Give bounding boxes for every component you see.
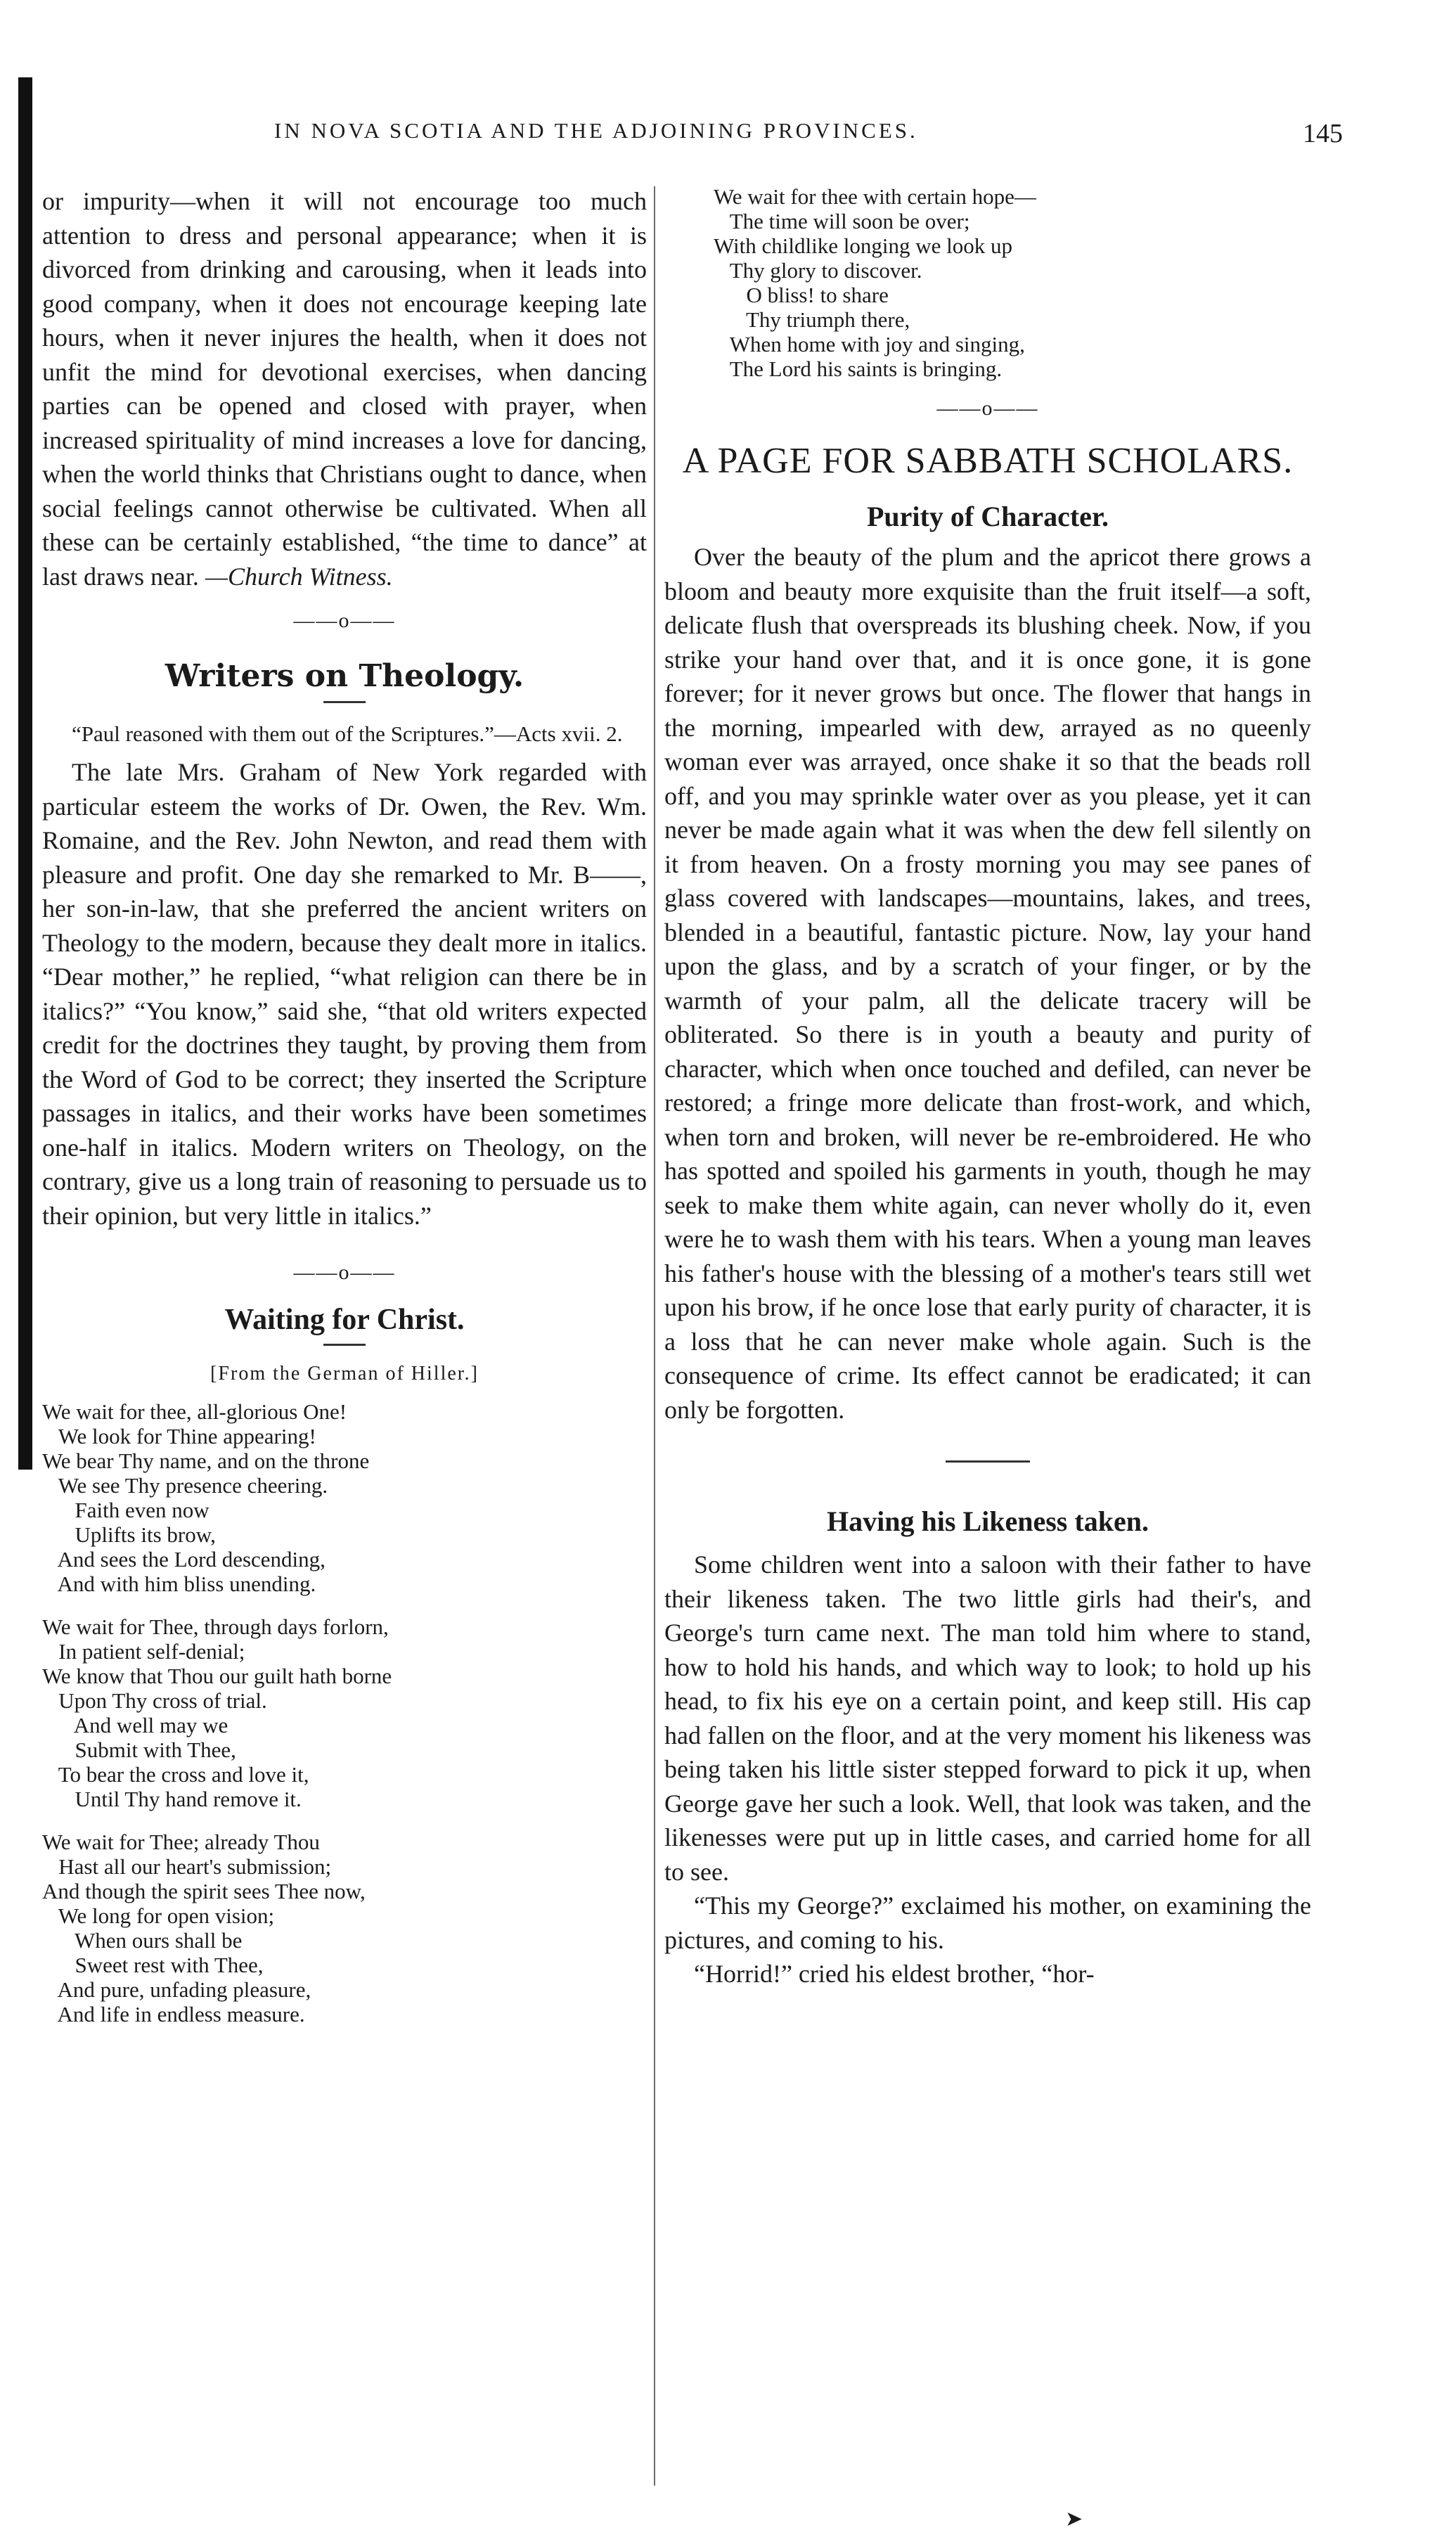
poem-line: We wait for Thee, through days forlorn, (42, 1614, 389, 1639)
poem-line: We long for open vision; (42, 1903, 275, 1928)
poem-line: To bear the cross and love it, (42, 1762, 309, 1787)
article-title-likeness: Having his Likeness taken. (827, 1505, 1149, 1537)
poem-line: And life in endless measure. (42, 2002, 305, 2026)
poem-line: Hast all our heart's submission; (42, 1854, 332, 1879)
poem-line: The Lord his saints is bringing. (714, 356, 1003, 381)
article-title-waiting: Waiting for Christ. (224, 1304, 465, 1336)
poem-line: Submit with Thee, (42, 1737, 236, 1762)
poem-line: When home with joy and singing, (714, 332, 1025, 356)
poem-line: Thy triumph there, (714, 307, 910, 332)
poem-line: Upon Thy cross of trial. (42, 1688, 267, 1713)
purity-body: Over the beauty of the plum and the apricot there grows a bloom and beauty more exquisite than the fruit itself—a soft, delicate flush that overspreads its blushing cheek. Now, if you strike your hand over that, and it is once gone, it is gone forever; for it never grows but once. The flower that hangs in the morning, impearled with dew, arrayed as no queenly woman ever was arrayed, once shake it so that the beads roll off, and you may sprinkle water over as you please, yet it can never be made again what it was when the dew fell silently on it from heaven. On a frosty morning you may see panes of glass covered with landscapes—mountains, lakes, and trees, blended in a beautiful, fantastic picture. Now, lay your hand upon the glass, and by a scratch of your finger, or by the warmth of your palm, all the delicate tracery will be obliterated. So there is in youth a beauty and purity of character, which when once touched and defiled, can never be restored; a fringe more delicate than frost-work, and which, when torn and broken, will never be re-embroidered. He who has spotted and spoiled his garments in youth, though he may seek to make them white again, can never wholly do it, even were he to wash them with his tears. When a young man leaves his father's house with the blessing of a mother's tears still wet upon his brow, if he once lose that early purity of character, it is a loss that he can never make whole again. Such is the consequence of crime. Its effect cannot be eradicated; it can only be forgotten. (664, 543, 1311, 1424)
poem-line: When ours shall be (42, 1928, 243, 1953)
separator: ——o—— (936, 397, 1039, 420)
poem-line: Uplifts its brow, (42, 1522, 216, 1547)
poem-line: Until Thy hand remove it. (42, 1787, 302, 1811)
poem-line: And with him bliss unending. (42, 1572, 316, 1596)
poem-line: With childlike longing we look up (714, 233, 1012, 258)
right-column (664, 184, 1311, 1991)
poem-line: And sees the Lord descending, (42, 1547, 326, 1572)
poem-line: We see Thy presence cheering. (42, 1473, 328, 1498)
poem-line: In patient self-denial; (42, 1639, 245, 1664)
poem-stanza (42, 1614, 647, 1811)
poem-continuation (714, 184, 1311, 381)
section-rule (946, 1460, 1030, 1463)
page-edge-bar (18, 77, 32, 1470)
poem-line: The time will soon be over; (714, 209, 970, 233)
poem-stanza (42, 1830, 647, 2026)
likeness-paragraph: Some children went into a saloon with their father to have their likeness taken. The two little girls had their's, and George's turn came next. The man told him where to stand, how to hold his hands, and which way to look; to hold up his head, to fix his eye on a certain point, and keep still. His cap had fallen on the floor, and at the very moment his likeness was being taken his little sister stepped forward to pick it up, when George gave her such a look. Well, that look was taken, and the likenesses were put up in little cases, and carried home for all to see. (664, 1550, 1311, 1886)
continued-article-body: or impurity—when it will not encourage too much attention to dress and personal appearance; when it is divorced from drinking and carousing, when it leads into good company, when it does not encourage keeping late hours, when it never injures the health, when it does not unfit the mind for devotional exercises, when dancing parties can be opened and closed with prayer, when increased spirituality of mind increases a love for dancing, when the world thinks that Christians ought to dance, when social feelings cannot otherwise be cultivated. When all these can be certainly established, “the time to dance” at last draws near. (42, 187, 647, 591)
poem-line: Faith even now (42, 1498, 210, 1522)
poem-stanza (42, 1399, 647, 1596)
page-header (42, 118, 1343, 160)
left-column (42, 184, 647, 2045)
article-title-theology: Writers on Theology. (165, 658, 524, 694)
poem-line: We know that Thou our guilt hath borne (42, 1664, 392, 1688)
poem-line: We wait for thee with certain hope— (714, 184, 1036, 209)
poem-line: And though the spirit sees Thee now, (42, 1879, 366, 1903)
poem-line: We look for Thine appearing! (42, 1424, 316, 1448)
theology-epigraph: “Paul reasoned with them out of the Scriptures.”—Acts xvii. 2. (72, 721, 623, 746)
separator: ——o—— (293, 609, 396, 632)
separator: ——o—— (293, 1261, 396, 1284)
poem-line: O bliss! to share (714, 283, 889, 307)
poem-waiting-for-christ (42, 1399, 647, 2026)
poem-line: And well may we (42, 1713, 228, 1737)
poem-line: We bear Thy name, and on the throne (42, 1448, 370, 1473)
poem-line: We wait for thee, all-glorious One! (42, 1399, 347, 1424)
page-number: 145 (1303, 119, 1343, 148)
continued-article-source: —Church Witness. (205, 562, 393, 591)
article-title-purity: Purity of Character. (867, 501, 1109, 532)
poem-source-note: [From the German of Hiller.] (210, 1363, 479, 1385)
theology-body: The late Mrs. Graham of New York regarded with particular esteem the works of Dr. Owen, the Rev. Wm. Romaine, and the Rev. John Newton, and read them with pleasure and profit. One day she remarked to Mr. B——, her son-in-law, that she preferred the ancient writers on Theology to the modern, because they dealt more in italics. “Dear mother,” he replied, “what religion can there be in italics?” “You know,” said she, “that old writers expected credit for the doctrines they taught, by proving them from the Word of God to be correct; they inserted the Scripture passages in italics, and their works have been sometimes one-half in italics. Modern writers on Theology, on the contrary, give us a long train of reasoning to persuade us to their opinion, but very little in italics.” (42, 758, 647, 1230)
poem-line: And pure, unfading pleasure, (42, 1977, 311, 2002)
poem-line: Sweet rest with Thee, (42, 1953, 264, 1977)
title-rule (323, 701, 366, 703)
poem-line: Thy glory to discover. (714, 258, 922, 283)
title-rule (323, 1344, 366, 1346)
likeness-paragraph: “This my George?” exclaimed his mother, on examining the pictures, and coming to his. (664, 1891, 1311, 1954)
running-title: IN NOVA SCOTIA AND THE ADJOINING PROVINCES. (274, 118, 918, 143)
turn-page-arrow-icon: ➤ (1065, 2507, 1083, 2531)
poem-line: We wait for Thee; already Thou (42, 1830, 320, 1854)
column-divider (654, 186, 655, 2486)
likeness-paragraph: “Horrid!” cried his eldest brother, “hor- (694, 1960, 1095, 1988)
continued-article-text (42, 184, 647, 593)
section-title-sabbath-scholars: A PAGE FOR SABBATH SCHOLARS. (682, 441, 1294, 481)
